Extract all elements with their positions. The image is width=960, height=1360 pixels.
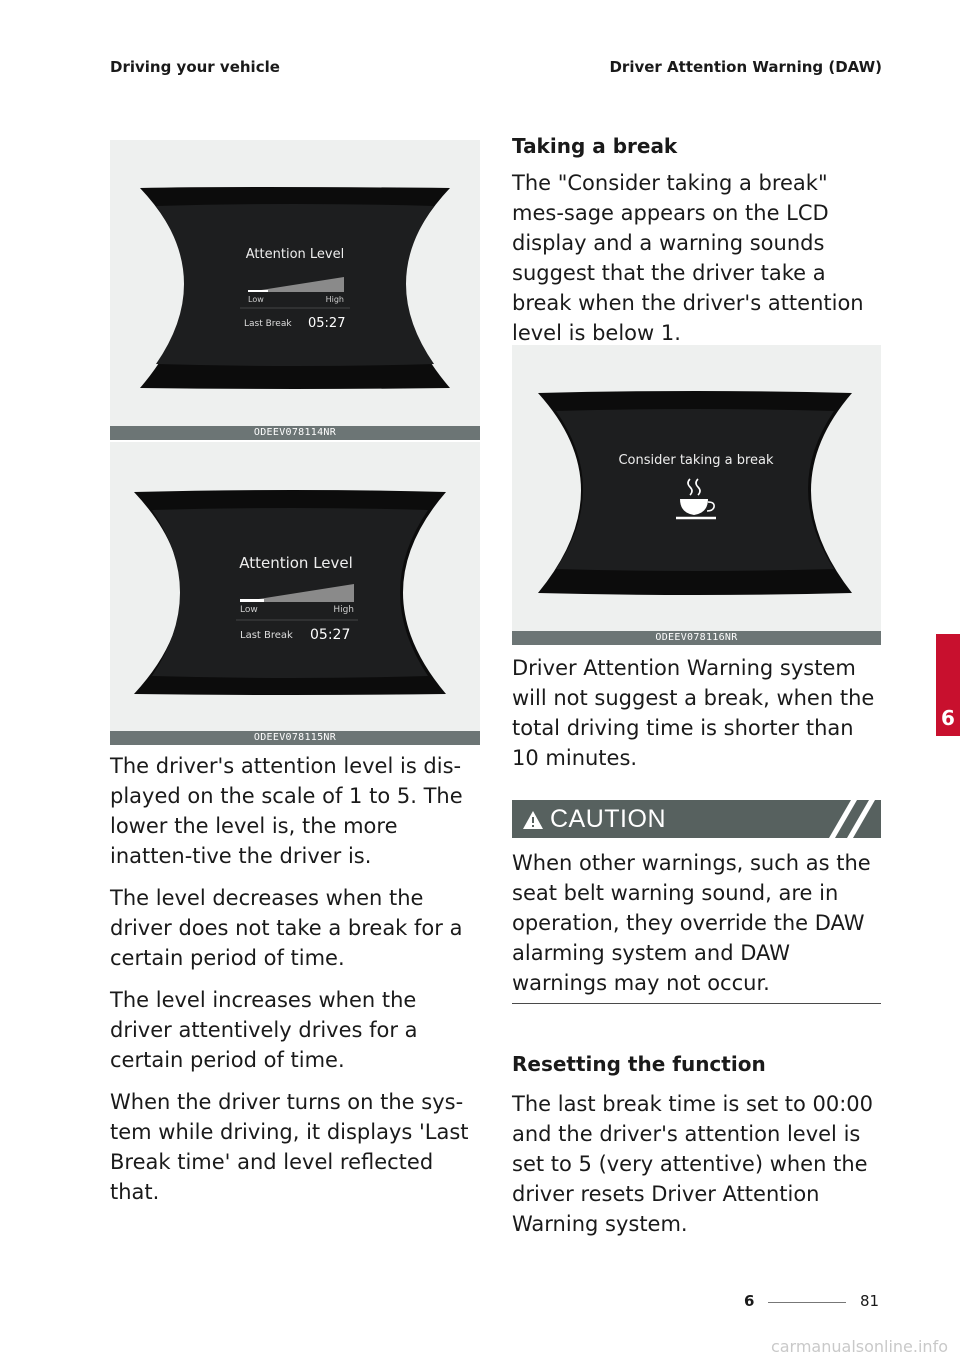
caution-label: CAUTION	[550, 805, 666, 833]
low-label: Low	[240, 605, 258, 615]
body-paragraph: The level decreases when the driver does not take a break for a certain period of time.	[110, 886, 463, 970]
warning-triangle-icon	[522, 810, 544, 830]
high-label: High	[325, 295, 344, 304]
section-heading-resetting: Resetting the function	[512, 1052, 766, 1076]
figure-caption: ODEEV078114NR	[110, 426, 480, 440]
caution-text: When other warnings, such as the seat belt warning sound, are in operation, they override the DAW alarming system and DAW warnings may not occur.	[512, 851, 871, 995]
low-label: Low	[248, 295, 264, 304]
running-header-topic: Driver Attention Warning (DAW)	[609, 58, 882, 76]
lcd-display-image	[110, 442, 480, 731]
screen-message: Consider taking a break	[618, 453, 774, 468]
body-paragraph: Driver Attention Warning system will not suggest a break, when the total driving time is shorter than 10 minutes.	[512, 656, 875, 770]
high-label: High	[333, 605, 354, 615]
screen-title: Attention Level	[239, 554, 353, 572]
figure-attention-level-1	[110, 140, 480, 440]
running-header-section: Driving your vehicle	[110, 58, 280, 76]
last-break-time: 05:27	[308, 316, 346, 331]
watermark: carmanualsonline.info	[770, 1337, 948, 1356]
figure-caption: ODEEV078116NR	[512, 631, 881, 645]
footer-section-number: 6	[744, 1292, 755, 1310]
last-break-time: 05:27	[310, 627, 351, 643]
caution-divider	[512, 1003, 881, 1004]
body-paragraph: The driver's attention level is dis-played on the scale of 1 to 5. The lower the level is, the more inatten-tive the driver is.	[110, 754, 463, 868]
footer-page-number: 81	[860, 1292, 880, 1310]
figure-attention-level-2	[110, 442, 480, 745]
figure-caption: ODEEV078115NR	[110, 731, 480, 745]
body-paragraph: The level increases when the driver attentively drives for a certain period of time.	[110, 988, 418, 1072]
lcd-display-image	[512, 345, 881, 631]
lcd-display-image	[110, 140, 480, 426]
chapter-tab-number: 6	[941, 706, 955, 730]
section-heading-taking-break: Taking a break	[512, 134, 678, 158]
last-break-label: Last Break	[244, 319, 292, 329]
caution-stripes-decoration	[821, 800, 881, 838]
screen-title: Attention Level	[245, 247, 345, 262]
last-break-label: Last Break	[240, 630, 293, 641]
figure-consider-break	[512, 345, 881, 645]
body-paragraph: When the driver turns on the sys-tem while driving, it displays 'Last Break time' and level reflected that.	[110, 1090, 469, 1204]
footer-divider	[768, 1302, 846, 1303]
chapter-tab	[936, 634, 960, 736]
body-paragraph: The last break time is set to 00:00 and the driver's attention level is set to 5 (very attentive) when the driver resets Driver Attention Warning system.	[512, 1092, 874, 1236]
caution-banner	[512, 800, 881, 838]
body-paragraph: The "Consider taking a break" mes-sage appears on the LCD display and a warning sounds suggest that the driver take a break when the driver's attention level is below 1.	[512, 171, 864, 345]
